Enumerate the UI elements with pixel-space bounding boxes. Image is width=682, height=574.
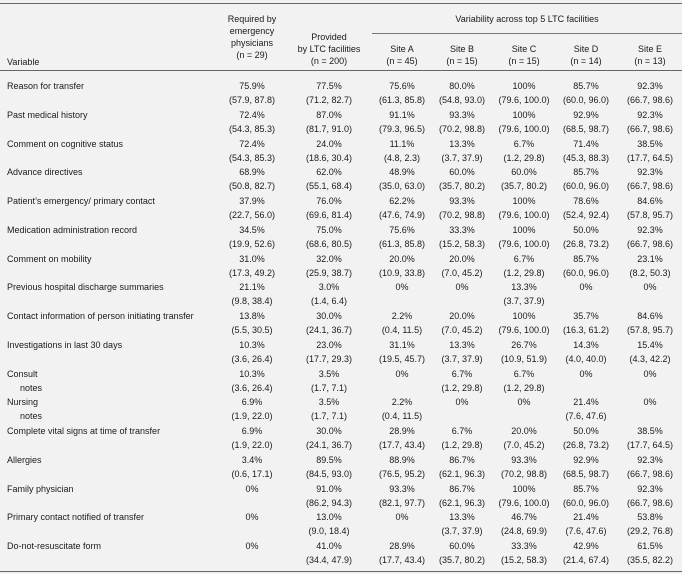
value-site-c: 100% (512, 81, 536, 91)
row-label: Consult (7, 369, 38, 379)
ci-required: (1.9, 22.0) (231, 440, 273, 450)
value-site-d: 21.4% (573, 512, 599, 522)
ci-provided: (1.7, 7.1) (310, 383, 348, 393)
ci-site-b: (54.8, 93.0) (438, 95, 486, 105)
ci-site-c: (79.6, 100.0) (498, 239, 550, 249)
value-site-d: 35.7% (573, 311, 599, 321)
value-site-b: 80.0% (449, 81, 475, 91)
value-site-b: 86.7% (449, 455, 475, 465)
value-provided: 89.5% (316, 455, 342, 465)
ci-site-a: (79.3, 96.5) (378, 124, 426, 134)
value-site-d: 50.0% (573, 426, 599, 436)
value-provided: 91.0% (316, 484, 342, 494)
ci-site-e: (66.7, 98.6) (626, 239, 674, 249)
value-site-d: 50.0% (573, 225, 599, 235)
ci-site-c: (1.2, 29.8) (503, 268, 545, 278)
row-label-continued: notes (20, 383, 43, 393)
value-site-b: 20.0% (449, 254, 475, 264)
ci-site-d: (60.0, 96.0) (562, 268, 610, 278)
value-site-b: 13.3% (449, 512, 475, 522)
ci-site-d: (4.0, 40.0) (565, 354, 607, 364)
row-label: Complete vital signs at time of transfer (7, 426, 161, 436)
value-site-d: 0% (579, 369, 593, 379)
row-label: Family physician (7, 484, 74, 494)
ci-site-e: (8.2, 50.3) (629, 268, 671, 278)
ci-site-e: (17.7, 64.5) (626, 440, 674, 450)
ci-site-b: (1.2, 29.8) (441, 383, 483, 393)
ci-site-a: (61.3, 85.8) (378, 95, 426, 105)
ci-site-b: (1.2, 29.8) (441, 440, 483, 450)
value-provided: 41.0% (316, 541, 342, 551)
header-site-c: Site C (n = 15) (508, 44, 540, 66)
ci-provided: (1.7, 7.1) (310, 411, 348, 421)
header-required-line3: physicians (230, 38, 274, 48)
ci-site-a: (82.1, 97.7) (378, 498, 426, 508)
value-site-e: 84.6% (637, 311, 663, 321)
value-site-d: 14.3% (573, 340, 599, 350)
value-site-c: 60.0% (511, 167, 537, 177)
header-site-b: Site B (n = 15) (446, 44, 478, 66)
value-site-e: 92.3% (637, 484, 663, 494)
header-required-n: (n = 29) (236, 50, 268, 60)
ci-site-c: (7.0, 45.2) (503, 440, 545, 450)
value-provided: 30.0% (316, 426, 342, 436)
value-required: 0% (245, 512, 259, 522)
row-label: Primary contact notified of transfer (7, 512, 145, 522)
value-site-b: 33.3% (449, 225, 475, 235)
ci-site-b: (7.0, 45.2) (441, 325, 483, 335)
value-site-c: 20.0% (511, 426, 537, 436)
ci-site-d: (68.5, 98.7) (562, 469, 610, 479)
ci-site-c: (3.7, 37.9) (503, 296, 545, 306)
value-site-c: 0% (517, 397, 531, 407)
value-provided: 13.0% (316, 512, 342, 522)
ci-site-b: (62.1, 96.3) (438, 498, 486, 508)
ci-site-b: (7.0, 45.2) (441, 268, 483, 278)
row-label-continued: notes (20, 411, 43, 421)
value-site-b: 6.7% (451, 369, 473, 379)
value-site-e: 38.5% (637, 426, 663, 436)
value-required: 10.3% (239, 369, 265, 379)
value-site-c: 100% (512, 311, 536, 321)
value-site-d: 78.6% (573, 196, 599, 206)
ci-required: (22.7, 56.0) (228, 210, 276, 220)
header-variable: Variable (7, 57, 40, 67)
value-site-a: 28.9% (389, 541, 415, 551)
value-site-e: 0% (643, 397, 657, 407)
ci-site-e: (17.7, 64.5) (626, 153, 674, 163)
row-label: Reason for transfer (7, 81, 85, 91)
value-site-c: 6.7% (513, 139, 535, 149)
ci-site-e: (66.7, 98.6) (626, 95, 674, 105)
value-site-a: 48.9% (389, 167, 415, 177)
ci-provided: (24.1, 36.7) (305, 440, 353, 450)
ci-site-c: (79.6, 100.0) (498, 95, 550, 105)
value-site-c: 13.3% (511, 282, 537, 292)
value-site-d: 85.7% (573, 167, 599, 177)
value-site-b: 93.3% (449, 196, 475, 206)
ci-required: (3.6, 26.4) (231, 354, 273, 364)
header-provided-line2: by LTC facilities (297, 44, 361, 54)
ci-site-e: (35.5, 82.2) (626, 555, 674, 565)
row-label: Comment on cognitive status (7, 139, 124, 149)
ci-provided: (71.2, 82.7) (305, 95, 353, 105)
header-variability: Variability across top 5 LTC facilities (455, 14, 599, 24)
value-site-c: 26.7% (511, 340, 537, 350)
value-required: 68.9% (239, 167, 265, 177)
ci-provided: (84.5, 93.0) (305, 469, 353, 479)
value-site-a: 91.1% (389, 110, 415, 120)
value-site-a: 0% (395, 369, 409, 379)
value-required: 72.4% (239, 139, 265, 149)
ci-provided: (55.1, 68.4) (305, 181, 353, 191)
ci-site-e: (66.7, 98.6) (626, 181, 674, 191)
ci-site-e: (4.3, 42.2) (629, 354, 671, 364)
ci-site-d: (60.0, 96.0) (562, 181, 610, 191)
value-site-e: 53.8% (637, 512, 663, 522)
ci-site-a: (0.4, 11.5) (381, 411, 423, 421)
ci-site-a: (0.4, 11.5) (381, 325, 423, 335)
ci-site-d: (60.0, 96.0) (562, 498, 610, 508)
ci-site-a: (17.7, 43.4) (378, 555, 426, 565)
ci-site-c: (35.7, 80.2) (500, 181, 548, 191)
ci-site-b: (62.1, 96.3) (438, 469, 486, 479)
ci-site-c: (79.6, 100.0) (498, 124, 550, 134)
value-site-b: 13.3% (449, 139, 475, 149)
value-site-d: 92.9% (573, 455, 599, 465)
value-site-d: 85.7% (573, 484, 599, 494)
ci-site-d: (7.6, 47.6) (565, 526, 607, 536)
ci-provided: (34.4, 47.9) (305, 555, 353, 565)
ci-provided: (24.1, 36.7) (305, 325, 353, 335)
ci-site-c: (79.6, 100.0) (498, 210, 550, 220)
value-required: 72.4% (239, 110, 265, 120)
header-provided-n: (n = 200) (310, 56, 348, 66)
value-provided: 76.0% (316, 196, 342, 206)
row-label: Nursing (7, 397, 39, 407)
ci-site-e: (66.7, 98.6) (626, 124, 674, 134)
ci-site-d: (52.4, 92.4) (562, 210, 610, 220)
value-site-e: 92.3% (637, 167, 663, 177)
value-provided: 23.0% (316, 340, 342, 350)
header-site-a: Site A (n = 45) (386, 44, 418, 66)
ci-site-a: (47.6, 74.9) (378, 210, 426, 220)
value-required: 37.9% (239, 196, 265, 206)
ci-required: (3.6, 26.4) (231, 383, 273, 393)
ci-site-a: (4.8, 2.3) (383, 153, 421, 163)
value-site-d: 92.9% (573, 110, 599, 120)
value-site-d: 71.4% (573, 139, 599, 149)
row-label: Medication administration record (7, 225, 138, 235)
value-required: 21.1% (239, 282, 265, 292)
value-site-e: 23.1% (637, 254, 663, 264)
value-site-e: 0% (643, 282, 657, 292)
value-site-a: 31.1% (389, 340, 415, 350)
value-site-c: 6.7% (513, 369, 535, 379)
ci-site-c: (1.2, 29.8) (503, 383, 545, 393)
row-label: Do-not-resuscitate form (7, 541, 102, 551)
ci-provided: (25.9, 38.7) (305, 268, 353, 278)
value-site-a: 62.2% (389, 196, 415, 206)
ci-site-e: (57.8, 95.7) (626, 210, 674, 220)
value-provided: 75.0% (316, 225, 342, 235)
bottom-rule (0, 571, 682, 572)
ci-site-b: (70.2, 98.8) (438, 210, 486, 220)
value-provided: 77.5% (316, 81, 342, 91)
ci-site-a: (61.3, 85.8) (378, 239, 426, 249)
value-site-e: 61.5% (637, 541, 663, 551)
value-required: 13.8% (239, 311, 265, 321)
value-required: 0% (245, 484, 259, 494)
ci-site-d: (21.4, 67.4) (562, 555, 610, 565)
ci-provided: (18.6, 30.4) (305, 153, 353, 163)
value-required: 6.9% (241, 397, 263, 407)
value-site-b: 20.0% (449, 311, 475, 321)
ci-site-b: (35.7, 80.2) (438, 555, 486, 565)
ci-provided: (86.2, 94.3) (305, 498, 353, 508)
ci-site-d: (68.5, 98.7) (562, 124, 610, 134)
ci-site-a: (19.5, 45.7) (378, 354, 426, 364)
ci-site-b: (35.7, 80.2) (438, 181, 486, 191)
value-site-e: 92.3% (637, 455, 663, 465)
value-provided: 3.5% (318, 369, 340, 379)
row-label: Patient’s emergency/ primary contact (7, 196, 155, 206)
ci-provided: (1.4, 6.4) (310, 296, 348, 306)
value-site-e: 15.4% (637, 340, 663, 350)
row-label: Investigations in last 30 days (7, 340, 123, 350)
value-required: 3.4% (241, 455, 263, 465)
value-site-b: 13.3% (449, 340, 475, 350)
ci-site-b: (3.7, 37.9) (441, 354, 483, 364)
value-site-b: 60.0% (449, 541, 475, 551)
value-required: 0% (245, 541, 259, 551)
value-site-d: 42.9% (573, 541, 599, 551)
value-site-a: 11.1% (389, 139, 415, 149)
value-site-c: 93.3% (511, 455, 537, 465)
value-site-c: 46.7% (511, 512, 537, 522)
ci-site-e: (29.2, 76.8) (626, 526, 674, 536)
ci-site-c: (70.2, 98.8) (500, 469, 548, 479)
ci-site-a: (76.5, 95.2) (378, 469, 426, 479)
ci-site-c: (79.6, 100.0) (498, 325, 550, 335)
header-provided-line1: Provided (311, 32, 347, 42)
ci-provided: (17.7, 29.3) (305, 354, 353, 364)
value-site-e: 0% (643, 369, 657, 379)
value-site-b: 86.7% (449, 484, 475, 494)
value-site-c: 100% (512, 196, 536, 206)
ci-site-d: (26.8, 73.2) (562, 239, 610, 249)
ci-site-e: (57.8, 95.7) (626, 325, 674, 335)
value-site-c: 100% (512, 225, 536, 235)
value-provided: 3.5% (318, 397, 340, 407)
value-required: 6.9% (241, 426, 263, 436)
value-provided: 24.0% (316, 139, 342, 149)
ci-site-d: (45.3, 88.3) (562, 153, 610, 163)
ci-site-d: (60.0, 96.0) (562, 95, 610, 105)
value-required: 75.9% (239, 81, 265, 91)
ci-site-d: (7.6, 47.6) (565, 411, 607, 421)
ci-site-c: (24.8, 69.9) (500, 526, 548, 536)
value-site-e: 92.3% (637, 110, 663, 120)
value-site-b: 6.7% (451, 426, 473, 436)
value-site-a: 20.0% (389, 254, 415, 264)
value-site-c: 33.3% (511, 541, 537, 551)
ci-site-c: (15.2, 58.3) (500, 555, 548, 565)
value-site-b: 0% (455, 397, 469, 407)
ci-required: (9.8, 38.4) (231, 296, 273, 306)
ci-site-e: (66.7, 98.6) (626, 498, 674, 508)
header-required-line1: Required by (227, 14, 277, 24)
value-site-d: 85.7% (573, 81, 599, 91)
row-label: Previous hospital discharge summaries (7, 282, 164, 292)
value-site-a: 2.2% (391, 397, 413, 407)
ci-required: (54.3, 85.3) (228, 153, 276, 163)
row-label: Allergies (7, 455, 42, 465)
ci-site-b: (70.2, 98.8) (438, 124, 486, 134)
value-site-b: 60.0% (449, 167, 475, 177)
value-site-a: 88.9% (389, 455, 415, 465)
header-site-d: Site D (n = 14) (570, 44, 602, 66)
value-site-a: 28.9% (389, 426, 415, 436)
value-provided: 30.0% (316, 311, 342, 321)
row-label: Advance directives (7, 167, 83, 177)
ci-required: (50.8, 82.7) (228, 181, 276, 191)
value-required: 34.5% (239, 225, 265, 235)
value-site-d: 21.4% (573, 397, 599, 407)
ci-required: (57.9, 87.8) (228, 95, 276, 105)
value-required: 10.3% (239, 340, 265, 350)
value-site-d: 85.7% (573, 254, 599, 264)
value-site-b: 0% (455, 282, 469, 292)
ci-site-a: (17.7, 43.4) (378, 440, 426, 450)
row-label: Past medical history (7, 110, 88, 120)
value-site-c: 100% (512, 110, 536, 120)
header-site-e: Site E (n = 13) (634, 44, 666, 66)
row-label: Contact information of person initiating transfer (7, 311, 194, 321)
ci-site-c: (79.6, 100.0) (498, 498, 550, 508)
ci-site-b: (15.2, 58.3) (438, 239, 486, 249)
value-site-e: 92.3% (637, 81, 663, 91)
value-site-c: 6.7% (513, 254, 535, 264)
value-provided: 32.0% (316, 254, 342, 264)
value-site-a: 0% (395, 282, 409, 292)
row-label: Comment on mobility (7, 254, 92, 264)
value-provided: 87.0% (316, 110, 342, 120)
ci-required: (0.6, 17.1) (231, 469, 273, 479)
value-site-a: 75.6% (389, 225, 415, 235)
value-provided: 3.0% (318, 282, 340, 292)
ci-required: (54.3, 85.3) (228, 124, 276, 134)
ci-site-c: (10.9, 51.9) (500, 354, 548, 364)
ci-provided: (68.6, 80.5) (305, 239, 353, 249)
header-required-line2: emergency (229, 26, 275, 36)
value-site-a: 2.2% (391, 311, 413, 321)
value-site-d: 0% (579, 282, 593, 292)
value-site-a: 93.3% (389, 484, 415, 494)
value-site-b: 93.3% (449, 110, 475, 120)
ci-required: (1.9, 22.0) (231, 411, 273, 421)
ci-site-e: (66.7, 98.6) (626, 469, 674, 479)
ci-site-a: (10.9, 33.8) (378, 268, 426, 278)
ci-required: (17.3, 49.2) (228, 268, 276, 278)
value-provided: 62.0% (316, 167, 342, 177)
ci-site-c: (1.2, 29.8) (503, 153, 545, 163)
value-site-a: 0% (395, 512, 409, 522)
ci-provided: (81.7, 91.0) (305, 124, 353, 134)
value-required: 31.0% (239, 254, 265, 264)
ci-site-b: (3.7, 37.9) (441, 153, 483, 163)
ci-site-d: (16.3, 61.2) (562, 325, 610, 335)
ci-site-a: (35.0, 63.0) (378, 181, 426, 191)
value-site-e: 92.3% (637, 225, 663, 235)
ci-required: (5.5, 30.5) (231, 325, 273, 335)
ci-site-d: (26.8, 73.2) (562, 440, 610, 450)
value-site-e: 38.5% (637, 139, 663, 149)
value-site-a: 75.6% (389, 81, 415, 91)
value-site-e: 84.6% (637, 196, 663, 206)
ci-provided: (69.6, 81.4) (305, 210, 353, 220)
ci-provided: (9.0, 18.4) (308, 526, 350, 536)
value-site-c: 100% (512, 484, 536, 494)
ci-site-b: (3.7, 37.9) (441, 526, 483, 536)
ci-required: (19.9, 52.6) (228, 239, 276, 249)
